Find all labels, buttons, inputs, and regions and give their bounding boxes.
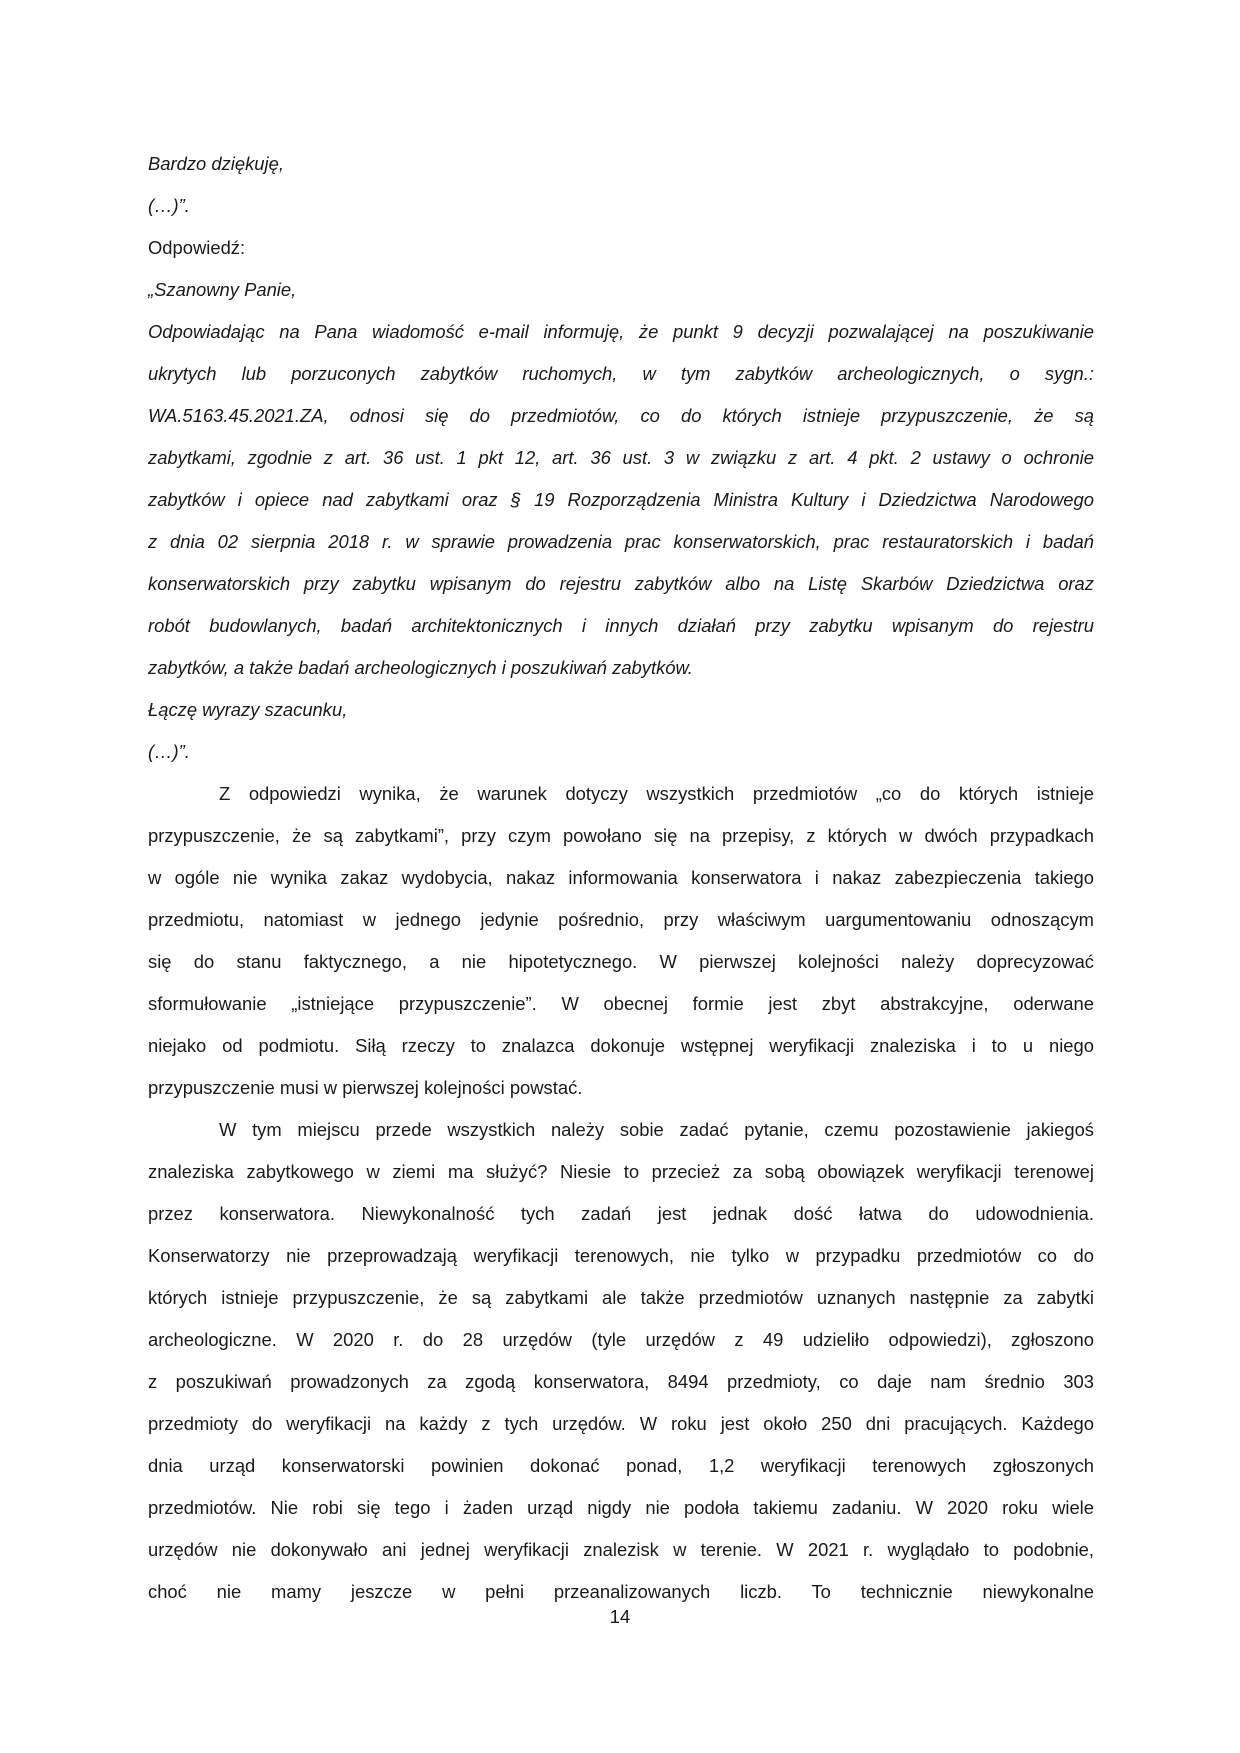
text-line: się do stanu faktycznego, a nie hipotetycznego. W pierwszej kolejności należy doprecyzować [148,951,1094,972]
text-line: (…)”. [148,741,190,762]
text-line: Z odpowiedzi wynika, że warunek dotyczy wszystkich przedmiotów „co do których istnieje [219,783,1094,804]
text-line: z poszukiwań prowadzonych za zgodą konserwatora, 8494 przedmioty, co daje nam średnio 303 [148,1371,1094,1392]
text-line: W tym miejscu przede wszystkich należy sobie zadać pytanie, czemu pozostawienie jakiegoś [219,1119,1094,1140]
text-line: dnia urząd konserwatorski powinien dokonać ponad, 1,2 weryfikacji terenowych zgłoszonych [148,1455,1094,1476]
text-line: przypuszczenie musi w pierwszej kolejności powstać. [148,1077,583,1098]
text-line: robót budowlanych, badań architektonicznych i innych działań przy zabytku wpisanym do rejestru [148,615,1094,636]
text-line: przedmiotu, natomiast w jednego jedynie pośrednio, przy właściwym uargumentowaniu odnoszącym [148,909,1094,930]
text-line: których istnieje przypuszczenie, że są zabytkami ale także przedmiotów uznanych następnie za zabytki [148,1287,1094,1308]
text-line: (…)”. [148,195,190,216]
text-line: znaleziska zabytkowego w ziemi ma służyć? Niesie to przecież za sobą obowiązek weryfikacji terenowej [148,1161,1094,1182]
text-line: przypuszczenie, że są zabytkami”, przy czym powołano się na przepisy, z których w dwóch przypadkach [148,825,1094,846]
text-line: choć nie mamy jeszcze w pełni przeanalizowanych liczb. To technicznie niewykonalne [148,1581,1094,1602]
text-line: zabytków i opiece nad zabytkami oraz § 19 Rozporządzenia Ministra Kultury i Dziedzictwa Narodowego [148,489,1094,510]
text-line: urzędów nie dokonywało ani jednej weryfikacji znalezisk w terenie. W 2021 r. wyglądało to podobnie, [148,1539,1094,1560]
text-line: ukrytych lub porzuconych zabytków ruchomych, w tym zabytków archeologicznych, o sygn.: [148,363,1094,384]
text-line: archeologiczne. W 2020 r. do 28 urzędów (tyle urzędów z 49 udzieliło odpowiedzi), zgłoszono [148,1329,1094,1350]
text-line: niejako od podmiotu. Siłą rzeczy to znalazca dokonuje wstępnej weryfikacji znaleziska i to u niego [148,1035,1094,1056]
text-line: konserwatorskich przy zabytku wpisanym do rejestru zabytków albo na Listę Skarbów Dziedzictwa oraz [148,573,1094,594]
text-line: sformułowanie „istniejące przypuszczenie”. W obecnej formie jest zbyt abstrakcyjne, oderwane [148,993,1094,1014]
text-line: zabytków, a także badań archeologicznych i poszukiwań zabytków. [148,657,693,678]
page-number: 14 [609,1606,631,1627]
text-line: „Szanowny Panie, [148,279,297,300]
text-line: Odpowiedź: [148,237,246,258]
text-line: przez konserwatora. Niewykonalność tych zadań jest jednak dość łatwa do udowodnienia. [148,1203,1094,1224]
text-line: Odpowiadając na Pana wiadomość e-mail informuję, że punkt 9 decyzji pozwalającej na poszukiwanie [148,321,1094,342]
text-line: przedmiotów. Nie robi się tego i żaden urząd nigdy nie podoła takiemu zadaniu. W 2020 roku wiele [148,1497,1094,1518]
page-body [148,143,1094,1613]
text-line: WA.5163.45.2021.ZA, odnosi się do przedmiotów, co do których istnieje przypuszczenie, że są [148,405,1094,426]
text-line: z dnia 02 sierpnia 2018 r. w sprawie prowadzenia prac konserwatorskich, prac restauratorskich i badań [148,531,1094,552]
text-line: Konserwatorzy nie przeprowadzają weryfikacji terenowych, nie tylko w przypadku przedmiotów co do [148,1245,1094,1266]
text-line: przedmioty do weryfikacji na każdy z tych urzędów. W roku jest około 250 dni pracujących. Każdego [148,1413,1094,1434]
text-line: Bardzo dziękuję, [148,153,284,174]
text-line: Łączę wyrazy szacunku, [148,699,348,720]
text-line: zabytkami, zgodnie z art. 36 ust. 1 pkt 12, art. 36 ust. 3 w związku z art. 4 pkt. 2 ustawy o ochronie [148,447,1094,468]
text-line: w ogóle nie wynika zakaz wydobycia, nakaz informowania konserwatora i nakaz zabezpieczenia takiego [148,867,1094,888]
